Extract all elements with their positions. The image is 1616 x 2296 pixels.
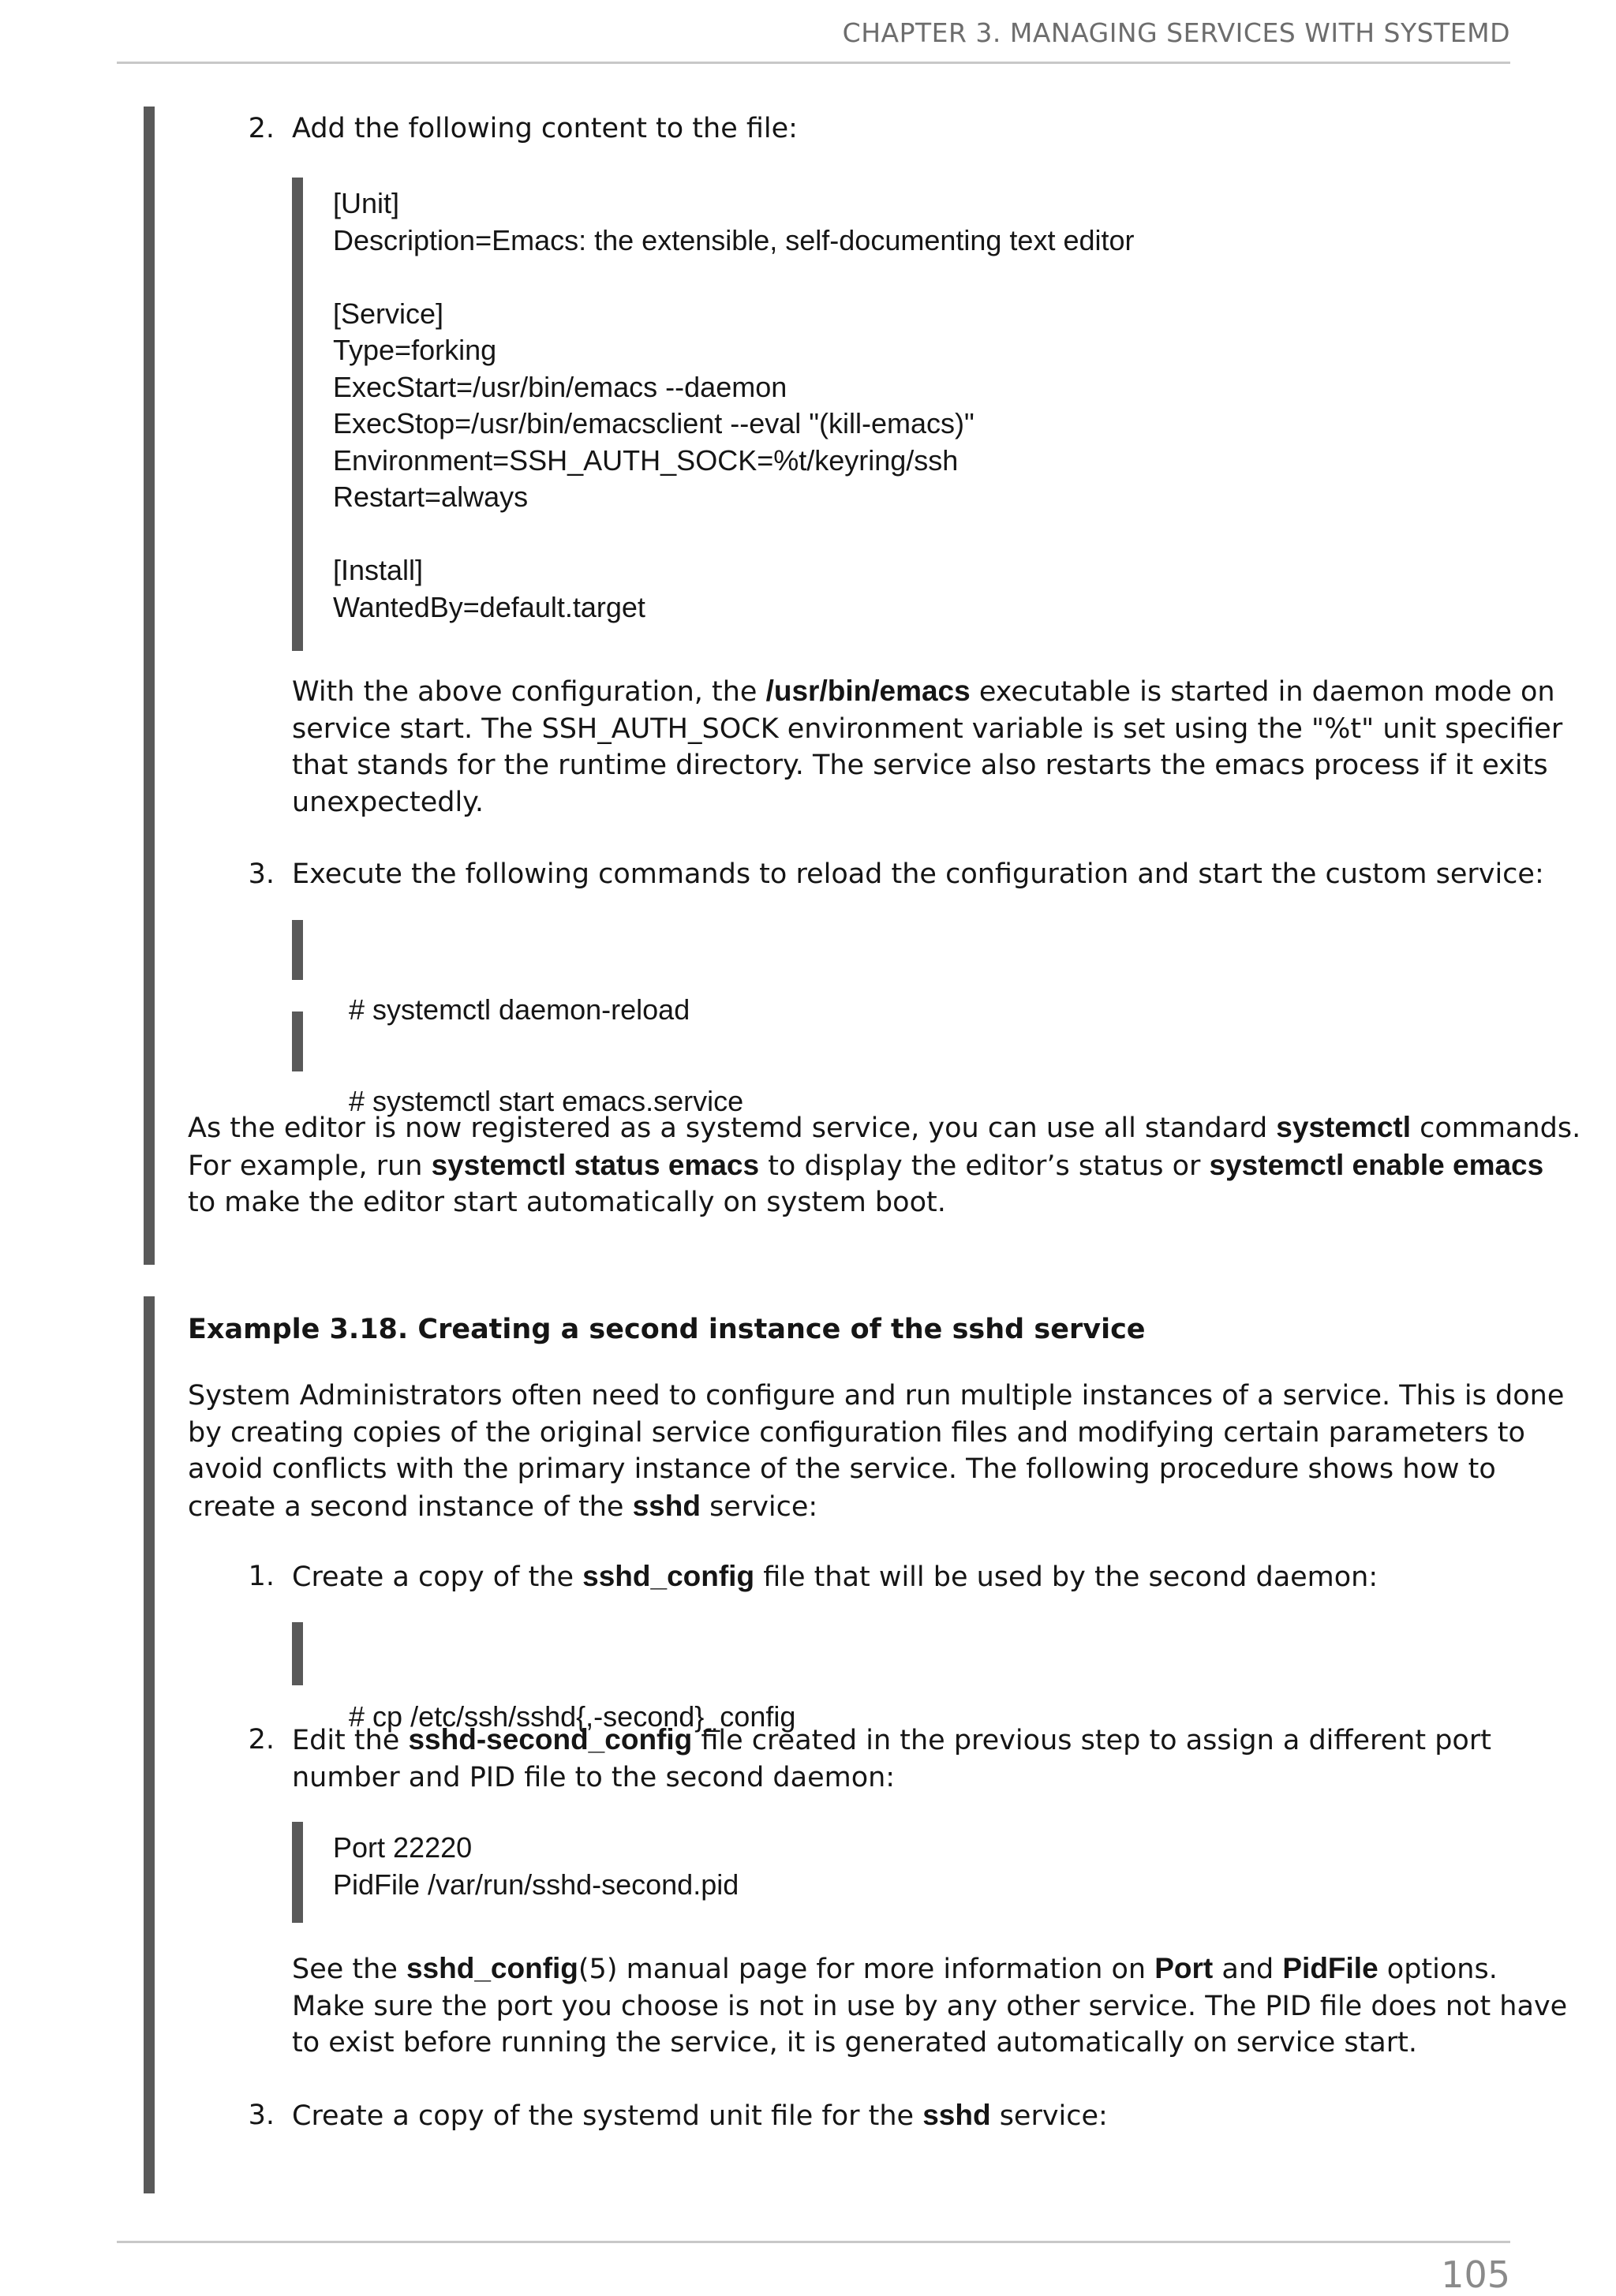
code-line: [Service] bbox=[333, 297, 444, 330]
code-block-daemon-reload: # systemctl daemon-reload bbox=[292, 920, 690, 980]
code-line: WantedBy=default.target bbox=[333, 590, 645, 623]
code-line bbox=[333, 516, 1135, 553]
code-line: Environment=SSH_AUTH_SOCK=%t/keyring/ssh bbox=[333, 443, 959, 477]
step-text: Add the following content to the file: bbox=[292, 113, 798, 144]
code-line: Port 22220 bbox=[333, 1831, 473, 1864]
example-title: Example 3.18. Creating a second instance of the sshd service bbox=[188, 1314, 1146, 1345]
code-line: ExecStart=/usr/bin/emacs --daemon bbox=[333, 370, 787, 403]
code-block-port-pidfile bbox=[292, 1822, 739, 1923]
step-number: 1. bbox=[248, 1561, 275, 1592]
code-line: [Unit] bbox=[333, 187, 400, 219]
chapter-title: CHAPTER 3. MANAGING SERVICES WITH SYSTEMD bbox=[842, 17, 1510, 48]
code-line: ExecStop=/usr/bin/emacsclient --eval "(kill-emacs)" bbox=[333, 407, 974, 439]
code-block-start-service: # systemctl start emacs.service bbox=[292, 1012, 743, 1071]
code-block-cp-config: # cp /etc/ssh/sshd{,-second}_config bbox=[292, 1622, 795, 1685]
step-number: 3. bbox=[248, 858, 275, 890]
code-line: Restart=always bbox=[333, 481, 529, 513]
step-text: Create a copy of the sshd_config file that will be used by the second daemon: bbox=[292, 1560, 1378, 1593]
code-line: Type=forking bbox=[333, 334, 497, 366]
code-line: Description=Emacs: the extensible, self-documenting text editor bbox=[333, 223, 1135, 256]
code-line: PidFile /var/run/sshd-second.pid bbox=[333, 1868, 739, 1901]
step-number: 3. bbox=[248, 2100, 275, 2131]
step-text: Create a copy of the systemd unit file for the sshd service: bbox=[292, 2099, 1108, 2132]
path-emacs: /usr/bin/emacs bbox=[765, 675, 971, 707]
step-text: Edit the sshd-second_config file created in the previous step to assign a different port number and PID file to the second daemon: bbox=[292, 1723, 1491, 1793]
explanation-paragraph: With the above configuration, the /usr/bin/emacs executable is started in daemon mode on service start. The SSH_AUTH_SOCK environment variable is set using the "%t" unit specifier that stands for the runtime directory. The service also restarts the emacs process if it exits unexpectedly. bbox=[292, 675, 1563, 818]
step-text: Execute the following commands to reload the configuration and start the custom service: bbox=[292, 858, 1544, 890]
page-number: 105 bbox=[1441, 2253, 1510, 2296]
note-paragraph: See the sshd_config(5) manual page for more information on Port and PidFile options. Make sure the port you choose is not in use by any other service. The PID file does not have to exist before running the service, it is generated automatically on service start. bbox=[292, 1952, 1568, 2059]
running-header bbox=[117, 14, 1510, 64]
closing-paragraph: As the editor is now registered as a systemd service, you can use all standard systemctl commands. For example, run systemctl status emacs to display the editor’s status or systemctl enable emacs to make the editor start automatically on system boot. bbox=[188, 1111, 1581, 1218]
code-block-unit-file bbox=[292, 178, 1135, 651]
code-line bbox=[333, 259, 1135, 296]
step-number: 2. bbox=[248, 1724, 275, 1756]
code-line: [Install] bbox=[333, 554, 424, 586]
intro-paragraph: System Administrators often need to configure and run multiple instances of a service. This is done by creating copies of the original service configuration files and modifying certain parameters to avoid conflicts with the primary instance of the service. The following procedure shows how to create a second instance of the sshd service: bbox=[188, 1380, 1565, 1523]
footer-rule bbox=[117, 2241, 1510, 2243]
step-number: 2. bbox=[248, 113, 275, 144]
